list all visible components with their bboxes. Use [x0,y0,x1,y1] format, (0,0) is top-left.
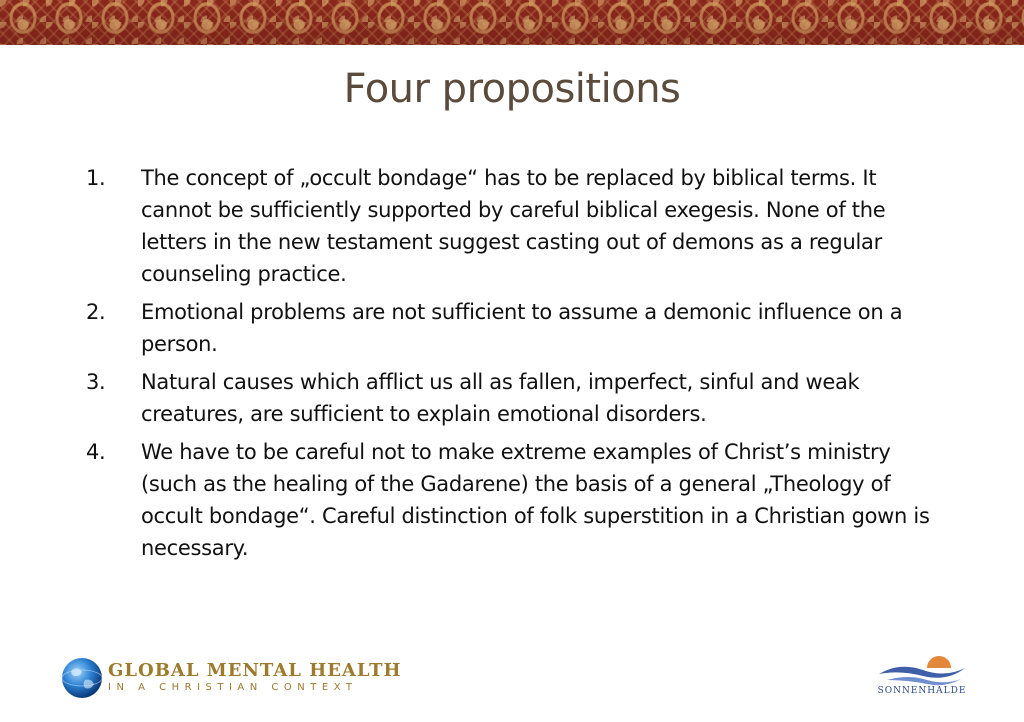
item-number: 1. [86,166,106,190]
sonnenhalde-label: SONNENHALDE [877,686,967,696]
logo-subtitle: IN A CHRISTIAN CONTEXT [108,682,358,693]
item-text: Natural causes which afflict us all as fallen, imperfect, sinful and weak creatures, are sufficient to explain emotional disorders. [141,370,860,426]
sun-wave-icon [877,652,967,686]
item-text: We have to be careful not to make extreme examples of Christ’s ministry (such as the healing of the Gadarene) the basis of a general „Theology of occult bondage“. Careful distinction of folk superstition in a Christian gown is necessary. [141,440,930,560]
list-item [86,296,946,360]
item-number: 4. [86,440,106,464]
banner-shade [0,0,1024,45]
item-text: Emotional problems are not sufficient to assume a demonic influence on a person. [141,300,903,356]
decorative-banner [0,0,1024,45]
item-text: The concept of „occult bondage“ has to be replaced by biblical terms. It cannot be sufficiently supported by careful biblical exegesis. None of the letters in the new testament suggest casting out of demons as a regular counseling practice. [141,166,886,286]
list-item [86,436,946,564]
slide-title: Four propositions [343,66,681,112]
list-item [86,162,946,290]
globe-icon [60,656,104,700]
item-number: 3. [86,370,106,394]
list-item [86,366,946,430]
logo-title: GLOBAL MENTAL HEALTH [108,660,402,681]
item-number: 2. [86,300,106,324]
global-mental-health-logo [60,656,402,700]
sonnenhalde-logo [874,652,970,702]
propositions-list [86,162,946,570]
